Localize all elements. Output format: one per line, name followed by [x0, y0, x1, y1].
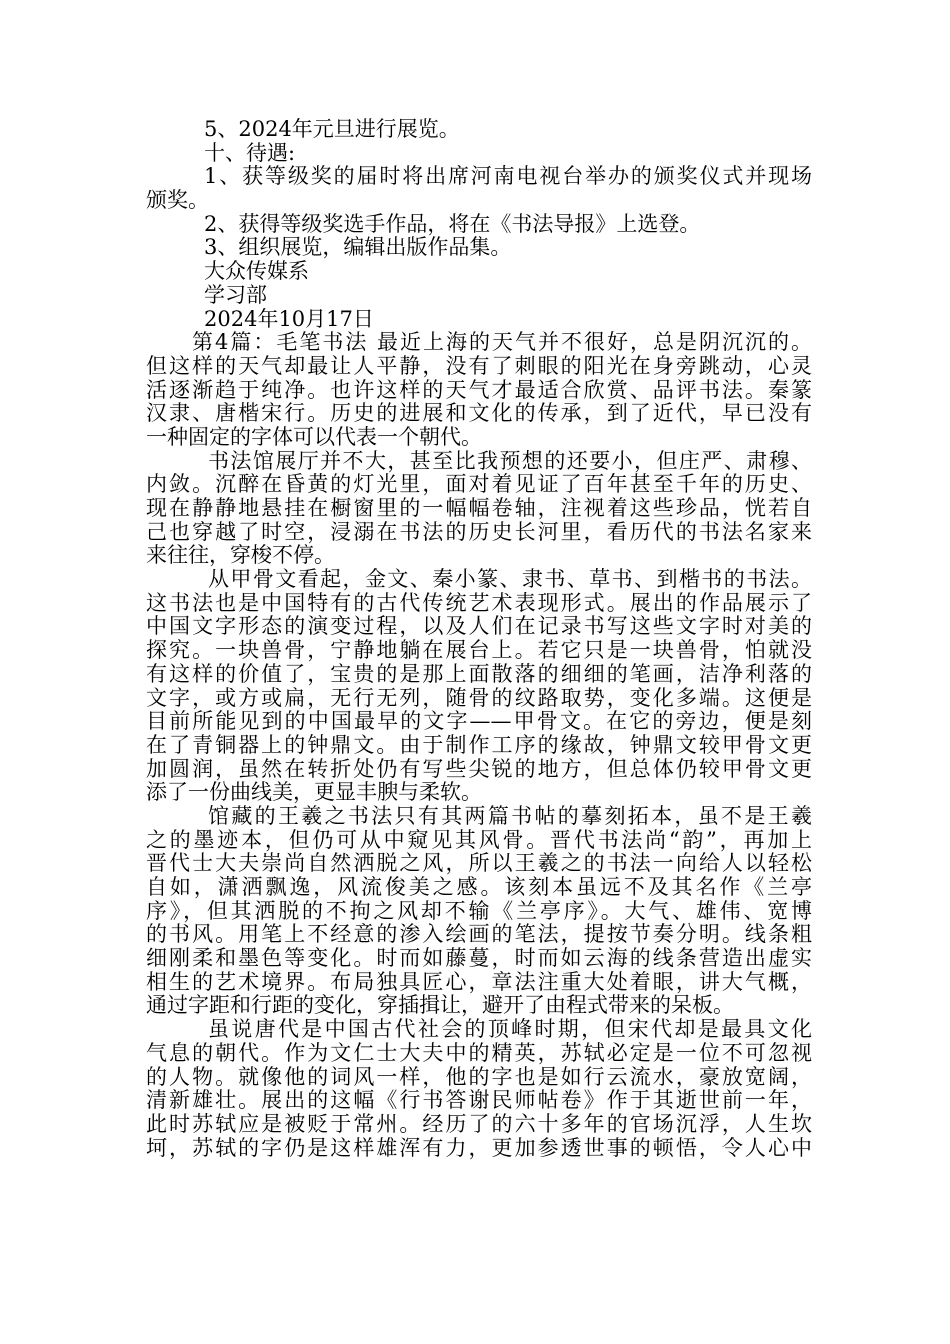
text-line-24: 有这样的价值了，宝贵的是那上面散落的细细的笔画，洁净利落的 — [146, 662, 812, 686]
text-line-29: 添了一份曲线美，更显丰腴与柔软。 — [146, 781, 482, 805]
text-line-37: 相生的艺术境界。布局独具匠心，章法注重大处着眼，讲大气概， — [146, 970, 812, 994]
text-line-25: 文字，或方或扁，无行无列，随骨的纹路取势，变化多端。这便是 — [146, 686, 812, 710]
text-line-39: 虽说唐代是中国古代社会的顶峰时期，但宋代却是最具文化 — [208, 1018, 812, 1042]
text-line-20: 从甲骨文看起，金文、秦小篆、隶书、草书、到楷书的书法。 — [208, 568, 812, 592]
text-line-18: 己也穿越了时空，浸溺在书法的历史长河里，看历代的书法名家来 — [146, 520, 812, 544]
text-line-43: 此时苏轼应是被贬于常州。经历了的六十多年的官场沉浮，人生坎 — [146, 1112, 812, 1136]
text-line-41: 的人物。就像他的词风一样，他的字也是如行云流水，豪放宽阔， — [146, 1065, 812, 1089]
text-line-12: 活逐渐趋于纯净。也许这样的天气才最适合欣赏、品评书法。秦篆 — [146, 378, 812, 402]
text-line-22: 中国文字形态的演变过程，以及人们在记录书写这些文字时对美的 — [146, 615, 812, 639]
text-line-21: 这书法也是中国特有的古代传统艺术表现形式。展出的作品展示了 — [146, 591, 812, 615]
text-line-2: 十、待遇: — [204, 141, 296, 165]
text-line-34: 序》，但其洒脱的不拘之风却不输《兰亭序》。大气、雄伟、宽博 — [146, 899, 812, 923]
article-4-heading-line: 第4篇：毛笔书法 最近上海的天气并不很好，总是阴沉沉的。 — [192, 331, 812, 355]
text-line-4: 颁奖。 — [146, 189, 209, 213]
signature-date: 2024年10月17日 — [204, 307, 374, 331]
text-line-1: 5、2024年元旦进行展览。 — [204, 118, 460, 141]
text-line-3: 1、获等级奖的届时将出席河南电视台举办的颁奖仪式并现场 — [204, 165, 812, 189]
text-line-15: 书法馆展厅并不大，甚至比我预想的还要小，但庄严、肃穆、 — [208, 449, 812, 473]
text-line-44: 坷，苏轼的字仍是这样雄浑有力，更加参透世事的顿悟，令人心中 — [146, 1136, 812, 1160]
document-page — [146, 118, 812, 1160]
text-line-36: 细刚柔和墨色等变化。时而如藤蔓，时而如云海的线条营造出虚实 — [146, 947, 812, 971]
text-line-31: 之的墨迹本，但仍可从中窥见其风骨。晋代书法尚“韵”，再加上 — [146, 828, 812, 852]
text-line-35: 的书风。用笔上不经意的渗入绘画的笔法，提按节奏分明。线条粗 — [146, 923, 812, 947]
text-line-14: 一种固定的字体可以代表一个朝代。 — [146, 425, 482, 449]
signature-office: 学习部 — [204, 283, 267, 307]
text-line-17: 现在静静地悬挂在橱窗里的一幅幅卷轴，注视着这些珍品，恍若自 — [146, 497, 812, 520]
text-line-16: 内敛。沉醉在昏黄的灯光里，面对着见证了百年甚至千年的历史、 — [146, 473, 812, 497]
text-line-13: 汉隶、唐楷宋行。历史的进展和文化的传承，到了近代，早已没有 — [146, 402, 812, 426]
text-line-42: 清新雄壮。展出的这幅《行书答谢民师帖卷》作于其逝世前一年， — [146, 1089, 812, 1113]
text-line-32: 晋代士大夫崇尚自然洒脱之风，所以王羲之的书法一向给人以轻松 — [146, 852, 812, 876]
text-line-30: 馆藏的王羲之书法只有其两篇书帖的摹刻拓本，虽不是王羲 — [208, 804, 812, 828]
text-line-27: 在了青铜器上的钟鼎文。由于制作工序的缘故，钟鼎文较甲骨文更 — [146, 733, 812, 757]
text-line-5: 2、获得等级奖选手作品，将在《书法导报》上选登。 — [204, 212, 701, 236]
text-line-33: 自如，潇洒飘逸，风流俊美之感。该刻本虽远不及其名作《兰亭 — [146, 876, 812, 899]
text-line-26: 目前所能见到的中国最早的文字——甲骨文。在它的旁边，便是刻 — [146, 710, 812, 734]
text-line-38: 通过字距和行距的变化，穿插揖让，避开了由程式带来的呆板。 — [146, 994, 734, 1018]
text-line-40: 气息的朝代。作为文仁士大夫中的精英，苏轼必定是一位不可忽视 — [146, 1041, 812, 1065]
text-line-23: 探究。一块兽骨，宁静地躺在展台上。若它只是一块兽骨，怕就没 — [146, 639, 812, 663]
text-line-6: 3、组织展览，编辑出版作品集。 — [204, 236, 512, 260]
text-line-28: 加圆润，虽然在转折处仍有写些尖锐的地方，但总体仍较甲骨文更 — [146, 757, 812, 781]
text-line-19: 来往往，穿梭不停。 — [146, 544, 335, 568]
text-line-11: 但这样的天气却最让人平静，没有了刺眼的阳光在身旁跳动，心灵 — [146, 354, 812, 378]
signature-department: 大众传媒系 — [204, 260, 309, 284]
